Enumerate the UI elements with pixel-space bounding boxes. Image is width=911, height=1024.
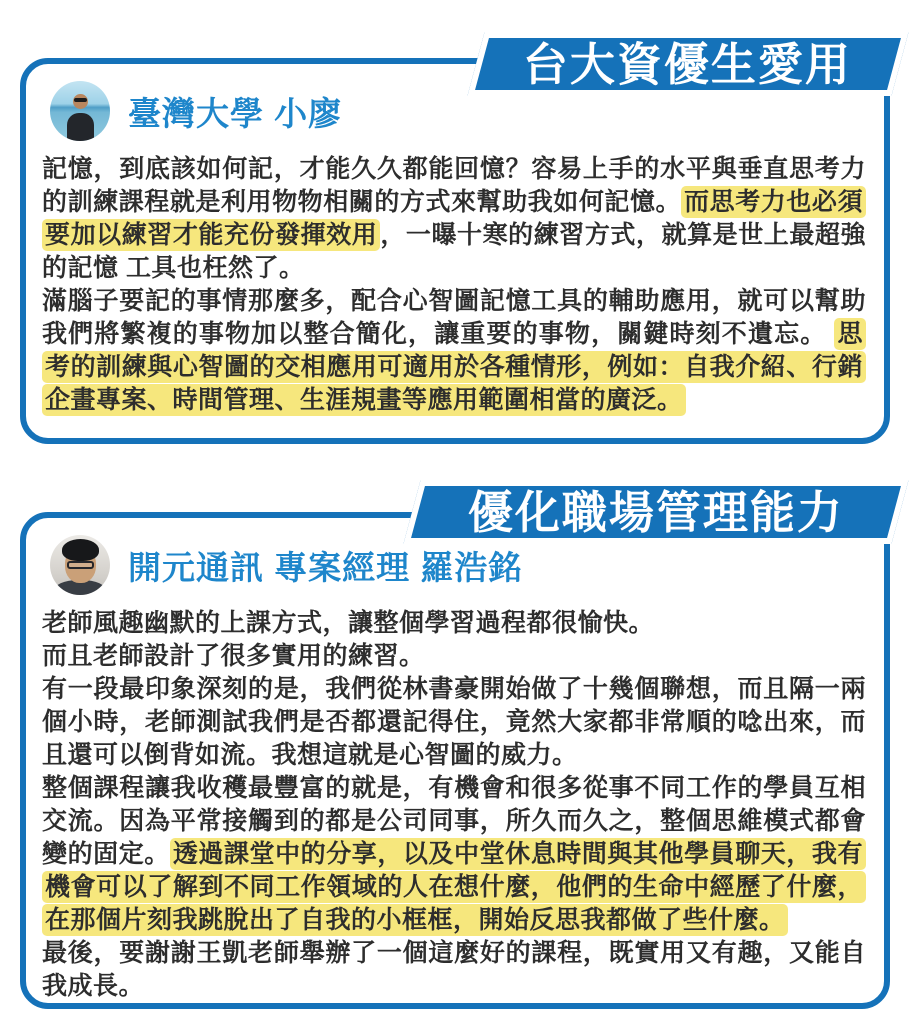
- reviewer-name: 開元通訊 專案經理 羅浩銘: [128, 548, 523, 586]
- plain-text: 有一段最印象深刻的是，我們從林書豪開始做了十幾個聯想，而且隔一兩個小時，老師測試我們是否都還記得住，竟然大家都非常順的唸出來，而且還可以倒背如流。我想這就是心智圖的威力。: [42, 675, 866, 769]
- plain-text: 老師風趣幽默的上課方式，讓整個學習過程都很愉快。: [42, 609, 655, 637]
- highlighted-text: 透過課堂中的分享，以及中堂休息時間與其他學員聊天，我有機會可以了解到不同工作領域的人在想什麼，他們的生命中經歷了什麼，在那個片刻我跳脫出了自我的小框框，開始反思我都做了些什麼。: [42, 838, 866, 936]
- testimonial-paragraph: [42, 937, 866, 1003]
- avatar-photo: [50, 535, 110, 595]
- testimonial-paragraph: [42, 607, 866, 640]
- avatar-photo: [50, 81, 110, 141]
- plain-text: 記憶，到底該如何記，才能久久都能回憶？容易上手的水平與垂直思考力的訓練課程就是利用物物相關的方式來幫助我如何記憶。: [42, 155, 866, 216]
- reviewer-name: 臺灣大學 小廖: [128, 94, 343, 132]
- glasses-graphic: [67, 561, 94, 569]
- testimonial-text: [26, 147, 884, 417]
- person-body-graphic: [67, 113, 94, 141]
- plain-text: 最後，要謝謝王凱老師舉辦了一個這麼好的課程，既實用又有趣，又能自我成長。: [42, 939, 866, 1000]
- plain-text: 整個課程讓我收穫最豐富的就是，有機會和很多從事不同工作的學員互相交流。因為平常接觸到的都是公司同事，所久而久之，整個思維模式都會變的固定。: [42, 774, 866, 868]
- banner-label: 優化職場管理能力: [467, 486, 844, 538]
- testimonial-paragraph: [42, 153, 866, 285]
- banner-ribbon: [403, 480, 908, 544]
- testimonial-card-student: [20, 38, 890, 444]
- testimonial-paragraph: [42, 673, 866, 772]
- testimonial-paragraph: [42, 772, 866, 937]
- person-hair-graphic: [62, 539, 99, 561]
- highlighted-text: 而思考力也必須要加以練習才能充份發揮效用: [42, 186, 866, 251]
- testimonial-paragraph: [42, 285, 866, 417]
- banner-label: 台大資優生愛用: [523, 38, 853, 90]
- testimonial-text: [26, 601, 884, 1003]
- plain-text: 而且老師設計了很多實用的練習。: [42, 642, 425, 670]
- plain-text: 滿腦子要記的事情那麼多，配合心智圖記憶工具的輔助應用，就可以幫助我們將繁複的事物加以整合簡化，讓重要的事物，關鍵時刻不遺忘。: [42, 287, 866, 348]
- testimonial-card-manager: [20, 486, 890, 1009]
- sunglasses-graphic: [74, 98, 87, 102]
- testimonial-paragraph: [42, 640, 866, 673]
- highlighted-text: 思考的訓練與心智圖的交相應用可適用於各種情形，例如：自我介紹、行銷企畫專案、時間管理、生涯規畫等應用範圍相當的廣泛。: [42, 318, 866, 416]
- plain-text: ，一曝十寒的練習方式，就算是世上最超強的記憶 工具也枉然了。: [42, 221, 866, 282]
- banner-ribbon: [467, 32, 908, 96]
